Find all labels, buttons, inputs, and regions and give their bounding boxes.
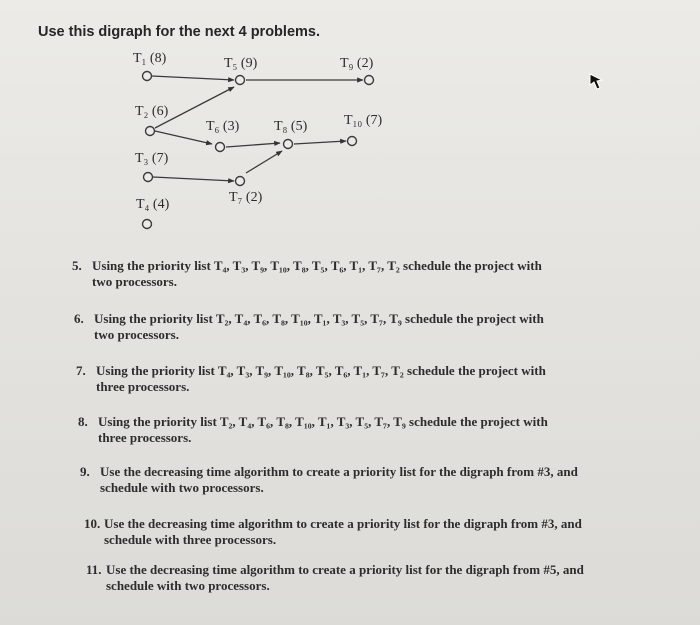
node-label-t3: T₃ (7)	[135, 151, 169, 166]
node-t10	[348, 137, 357, 146]
problem-text-line-2: three processors.	[96, 379, 190, 394]
node-label-t4: T₄ (4)	[136, 197, 170, 212]
node-t7	[236, 177, 245, 186]
node-label-t10: T₁₀ (7)	[344, 113, 383, 128]
problem-text-line-2: schedule with two processors.	[106, 578, 270, 593]
problem-text-line-1: Use the decreasing time algorithm to create a priority list for the digraph from #3, and	[100, 464, 578, 479]
node-label-t8: T₈ (5)	[274, 119, 308, 134]
problem-text-line-2: two processors.	[94, 327, 179, 342]
node-t8	[284, 140, 293, 149]
mouse-pointer-icon	[588, 72, 604, 90]
problem-number: 5.	[72, 258, 82, 273]
problem-text-line-2: two processors.	[92, 274, 177, 289]
problem-text-line-2: three processors.	[98, 430, 192, 445]
problem-number: 9.	[80, 464, 90, 479]
node-t5	[236, 76, 245, 85]
node-t9	[365, 76, 374, 85]
node-label-t7: T₇ (2)	[229, 190, 263, 205]
problem-text-line-1: Use the decreasing time algorithm to create a priority list for the digraph from #5, and	[106, 562, 584, 577]
edge-t8-t10	[294, 141, 346, 144]
edge-t1-t5	[152, 76, 234, 80]
node-t4	[143, 220, 152, 229]
problem-text-line-1: Using the priority list T₄, T₃, T₉, T₁₀, T₈, T₅, T₆, T₁, T₇, T₂ schedule the project with	[96, 363, 546, 378]
problem-text-line-2: schedule with two processors.	[100, 480, 264, 495]
node-t2	[146, 127, 155, 136]
node-label-t1: T₁ (8)	[133, 51, 167, 66]
node-label-t5: T₅ (9)	[224, 56, 258, 71]
problem-number: 7.	[76, 363, 86, 378]
worksheet-heading: Use this digraph for the next 4 problems.	[38, 24, 320, 40]
problem-text-line-1: Using the priority list T₄, T₃, T₉, T₁₀, T₈, T₅, T₆, T₁, T₇, T₂ schedule the project with	[92, 258, 542, 273]
node-label-t9: T₉ (2)	[340, 56, 374, 71]
edge-t6-t8	[226, 143, 280, 147]
problem-text-line-1: Using the priority list T₂, T₄, T₆, T₈, T₁₀, T₁, T₃, T₅, T₇, T₉ schedule the project with	[94, 311, 544, 326]
node-t6	[216, 143, 225, 152]
problem-text-line-2: schedule with three processors.	[104, 532, 277, 547]
edge-t7-t8	[246, 151, 282, 173]
problem-number: 6.	[74, 311, 84, 326]
problem-number: 8.	[78, 414, 88, 429]
problem-text-line-1: Using the priority list T₂, T₄, T₆, T₈, T₁₀, T₁, T₃, T₅, T₇, T₉ schedule the project with	[98, 414, 548, 429]
problem-number: 10.	[84, 516, 101, 531]
problem-text-line-1: Use the decreasing time algorithm to create a priority list for the digraph from #3, and	[104, 516, 582, 531]
edge-t2-t6	[155, 131, 212, 144]
problem-number: 11.	[86, 562, 102, 577]
node-label-t6: T₆ (3)	[206, 119, 240, 134]
edge-t3-t7	[153, 177, 234, 181]
node-t1	[143, 72, 152, 81]
node-label-t2: T₂ (6)	[135, 104, 169, 119]
node-t3	[144, 173, 153, 182]
